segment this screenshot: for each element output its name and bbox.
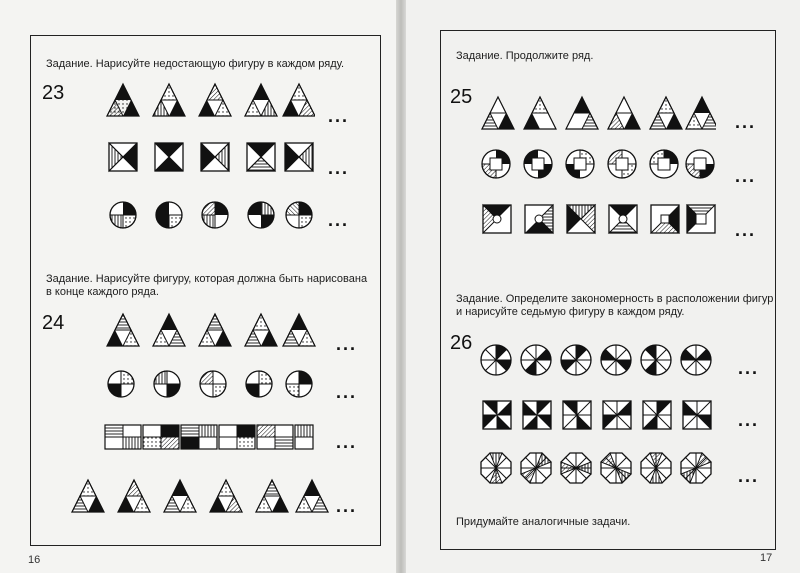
ellipsis: ... — [328, 158, 350, 178]
octagon-figures — [480, 450, 720, 488]
task-25-row-circles — [480, 146, 716, 186]
ellipsis: ... — [738, 358, 760, 378]
task-23-number: 23 — [42, 82, 65, 104]
footer-instruction: Придумайте аналогичные задачи. — [456, 516, 631, 528]
square-figures — [104, 422, 328, 452]
task-24-instruction-line1: Задание. Нарисуйте фигуру, которая должна быть нарисована — [46, 273, 368, 285]
ellipsis: ... — [738, 410, 760, 430]
ellipsis: ... — [738, 466, 760, 486]
square-figures — [482, 398, 722, 432]
task-25-row-triangles — [480, 95, 716, 135]
ellipsis: ... — [735, 166, 757, 186]
ellipsis: ... — [336, 496, 358, 516]
task-24-row-squares — [104, 422, 328, 462]
triangle-figures — [70, 476, 330, 514]
book-spine — [396, 0, 406, 573]
ellipsis: ... — [328, 106, 350, 126]
circle-figures — [108, 198, 318, 232]
task-26-instruction-line1: Задание. Определите закономерность в расположении фигур — [456, 293, 774, 305]
ellipsis: ... — [336, 382, 358, 402]
ellipsis: ... — [336, 334, 358, 354]
task-26-row-octagons — [480, 450, 720, 490]
task-23-instruction: Задание. Нарисуйте недостающую фигуру в каждом ряду. — [46, 58, 345, 70]
triangle-figures — [105, 312, 325, 348]
task-26-instruction-line2: и нарисуйте седьмую фигуру в каждом ряду. — [456, 306, 685, 318]
triangle-figures — [480, 95, 716, 131]
task-24-number: 24 — [42, 312, 65, 334]
left-page-number: 16 — [28, 554, 41, 566]
ellipsis: ... — [336, 432, 358, 452]
task-24-row-triangles-bottom — [70, 476, 330, 516]
task-25-row-squares — [482, 202, 718, 242]
task-26-row-circles — [480, 342, 720, 382]
task-25-instruction: Задание. Продолжите ряд. — [456, 50, 594, 62]
circle-figures — [106, 368, 326, 402]
square-figures — [482, 202, 718, 238]
square-figures — [108, 140, 318, 174]
task-24-row-circles — [106, 368, 326, 408]
ellipsis: ... — [328, 210, 350, 230]
task-25-number: 25 — [450, 86, 473, 108]
task-23-row-squares — [108, 140, 318, 180]
ellipsis: ... — [735, 220, 757, 240]
task-23-row-triangles — [105, 82, 315, 122]
task-26-number: 26 — [450, 332, 473, 354]
task-24-row-triangles — [105, 312, 325, 352]
ellipsis: ... — [735, 112, 757, 132]
task-26-row-squares — [482, 398, 722, 438]
triangle-figures — [105, 82, 315, 118]
circle-figures — [480, 146, 716, 182]
task-23-row-circles — [108, 198, 318, 238]
right-page-number: 17 — [760, 552, 773, 564]
task-24-instruction-line2: в конце каждого ряда. — [46, 286, 159, 298]
circle-figures — [480, 342, 720, 380]
